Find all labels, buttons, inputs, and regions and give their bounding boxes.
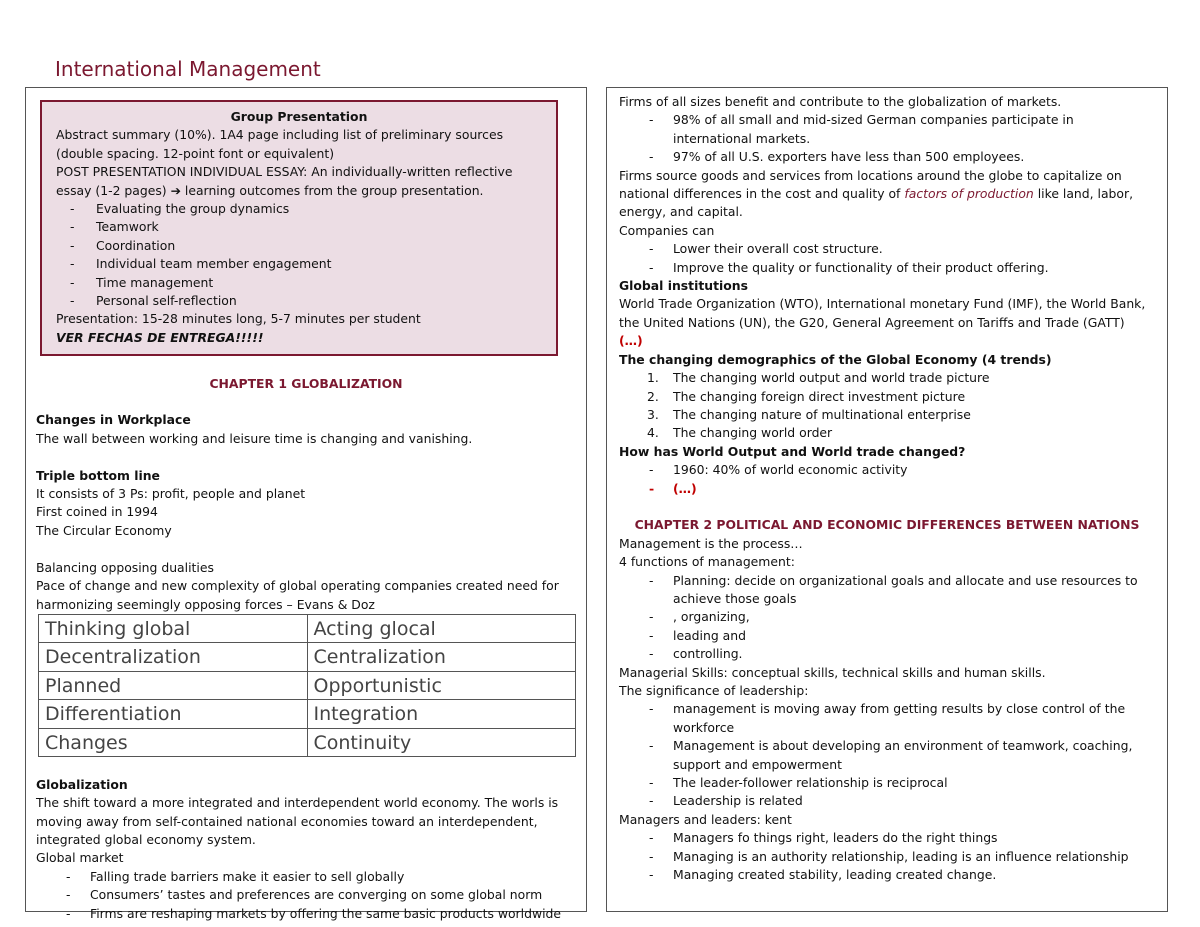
list-item: - controlling. <box>619 645 1155 663</box>
box-title: Group Presentation <box>230 109 368 124</box>
table-cell: Changes <box>39 728 308 757</box>
sourcing-text-a: Firms source goods and services from locations around the globe to capitalize on national differences in the cost and quality of <box>619 167 1122 202</box>
right-column <box>606 87 1168 912</box>
list-item: - Coordination <box>56 237 542 255</box>
institutions-text: World Trade Organization (WTO), International monetary Fund (IMF), the World Bank, the United Nations (UN), the G20, General Agreement on Tariffs and Trade (GATT) <box>619 296 1146 330</box>
skills-text: Managerial Skills: conceptual skills, technical skills and human skills. <box>619 664 1046 680</box>
global-market-list <box>36 868 576 923</box>
sourcing-text <box>619 167 1155 222</box>
list-item: - , organizing, <box>619 608 1155 626</box>
functions-list <box>619 572 1155 664</box>
list-number: 3. <box>647 406 659 422</box>
left-column <box>25 87 587 921</box>
dualities-text: Pace of change and new complexity of global operating companies created need for harmonizing seemingly opposing forces – Evans & Doz <box>36 578 559 612</box>
output-list <box>619 461 1155 498</box>
managers-heading: Managers and leaders: kent <box>619 811 792 827</box>
table-row <box>39 671 576 700</box>
table-cell: Continuity <box>307 728 576 757</box>
list-item: - Improve the quality or functionality of their product offering. <box>619 259 1155 277</box>
tbl-line: The Circular Economy <box>36 522 172 538</box>
demographics-heading: The changing demographics of the Global Economy (4 trends) <box>619 351 1052 367</box>
factors-of-production: factors of production <box>904 186 1034 202</box>
management-process: Management is the process… <box>619 535 803 551</box>
group-presentation-box <box>40 100 558 356</box>
functions-heading: 4 functions of management: <box>619 554 795 570</box>
table-row <box>39 728 576 757</box>
chapter-1-heading: CHAPTER 1 GLOBALIZATION <box>209 375 403 391</box>
box-presentation-text: Presentation: 15-28 minutes long, 5-7 minutes per student <box>56 311 421 327</box>
firms-list <box>619 111 1155 166</box>
list-item <box>619 406 1155 424</box>
list-item <box>619 369 1155 387</box>
list-item: - Firms are reshaping markets by offering the same basic products worldwide <box>36 905 576 923</box>
list-item: - Personal self-reflection <box>56 292 542 310</box>
list-item: - Teamwork <box>56 218 542 236</box>
list-item: - leading and <box>619 627 1155 645</box>
list-item: - 97% of all U.S. exporters have less than 500 employees. <box>619 148 1155 166</box>
companies-list <box>619 240 1155 277</box>
chapter-2-heading: CHAPTER 2 POLITICAL AND ECONOMIC DIFFERENCES BETWEEN NATIONS <box>634 517 1140 533</box>
list-item: - Time management <box>56 274 542 292</box>
box-essay-text: POST PRESENTATION INDIVIDUAL ESSAY: An individually-written reflective essay (1-2 pages) ➔ learning outcomes from the group presentation. <box>56 164 513 198</box>
list-item <box>619 424 1155 442</box>
list-item: - Planning: decide on organizational goals and allocate and use resources to achieve those goals <box>619 572 1155 609</box>
dualities-heading: Balancing opposing dualities <box>36 559 214 575</box>
list-item: - Managing created stability, leading created change. <box>619 866 1155 884</box>
list-item: - Individual team member engagement <box>56 255 542 273</box>
list-item <box>619 388 1155 406</box>
list-text: The changing foreign direct investment picture <box>673 388 966 404</box>
global-market-heading: Global market <box>36 850 124 866</box>
tbl-line: First coined in 1994 <box>36 504 158 520</box>
list-item: - Falling trade barriers make it easier to sell globally <box>36 868 576 886</box>
workplace-heading: Changes in Workplace <box>36 412 191 428</box>
table-cell: Opportunistic <box>307 671 576 700</box>
tbl-line: It consists of 3 Ps: profit, people and planet <box>36 486 306 502</box>
table-cell: Differentiation <box>39 700 308 729</box>
list-item: - management is moving away from getting results by close control of the workforce <box>619 700 1155 737</box>
list-text: The changing nature of multinational enterprise <box>673 406 971 422</box>
table-cell: Centralization <box>307 643 576 672</box>
triple-bottom-line-heading: Triple bottom line <box>36 467 160 483</box>
table-cell: Integration <box>307 700 576 729</box>
box-deadline-text: VER FECHAS DE ENTREGA!!!!! <box>56 329 264 345</box>
table-cell: Decentralization <box>39 643 308 672</box>
list-item: - (…) <box>619 480 1155 498</box>
list-item: - Leadership is related <box>619 792 1155 810</box>
ellipsis-text: (…) <box>619 333 643 349</box>
list-item: - Consumers’ tastes and preferences are converging on some global norm <box>36 886 576 904</box>
list-number: 4. <box>647 425 659 441</box>
page-title: International Management <box>55 57 321 81</box>
list-item: - 98% of all small and mid-sized German companies participate in international markets. <box>619 111 1155 148</box>
leadership-heading: The significance of leadership: <box>619 682 809 698</box>
list-text: The changing world output and world trade picture <box>673 370 990 386</box>
list-number: 2. <box>647 388 659 404</box>
list-item: - Managing is an authority relationship, leading is an influence relationship <box>619 848 1155 866</box>
box-list <box>56 200 542 310</box>
box-abstract-text: Abstract summary (10%). 1A4 page including list of preliminary sources (double spacing. 12-point font or equivalent) <box>56 127 504 161</box>
globalization-heading: Globalization <box>36 776 128 792</box>
table-row <box>39 614 576 643</box>
list-item: - Management is about developing an environment of teamwork, coaching, support and empowerment <box>619 737 1155 774</box>
globalization-text: The shift toward a more integrated and interdependent world economy. The worls is moving away from self-contained national economies toward an interdependent, integrated global economy system. <box>36 795 559 848</box>
workplace-text: The wall between working and leisure time is changing and vanishing. <box>36 430 473 446</box>
output-heading: How has World Output and World trade changed? <box>619 443 966 459</box>
list-item: - The leader-follower relationship is reciprocal <box>619 774 1155 792</box>
table-cell: Acting glocal <box>307 614 576 643</box>
list-number: 1. <box>647 370 659 386</box>
table-row <box>39 700 576 729</box>
table-row <box>39 643 576 672</box>
list-item: - Evaluating the group dynamics <box>56 200 542 218</box>
list-item: - 1960: 40% of world economic activity <box>619 461 1155 479</box>
leadership-list <box>619 700 1155 810</box>
trends-list <box>619 369 1155 443</box>
list-text: The changing world order <box>673 425 833 441</box>
list-item: - Lower their overall cost structure. <box>619 240 1155 258</box>
list-item: - Managers fo things right, leaders do the right things <box>619 829 1155 847</box>
companies-can: Companies can <box>619 222 715 238</box>
table-cell: Thinking global <box>39 614 308 643</box>
sourcing-text-b: like land, labor, energy, and capital. <box>619 186 1134 220</box>
firms-text: Firms of all sizes benefit and contribute to the globalization of markets. <box>619 94 1062 109</box>
dualities-table <box>38 614 576 758</box>
managers-list <box>619 829 1155 884</box>
institutions-heading: Global institutions <box>619 278 748 294</box>
table-cell: Planned <box>39 671 308 700</box>
